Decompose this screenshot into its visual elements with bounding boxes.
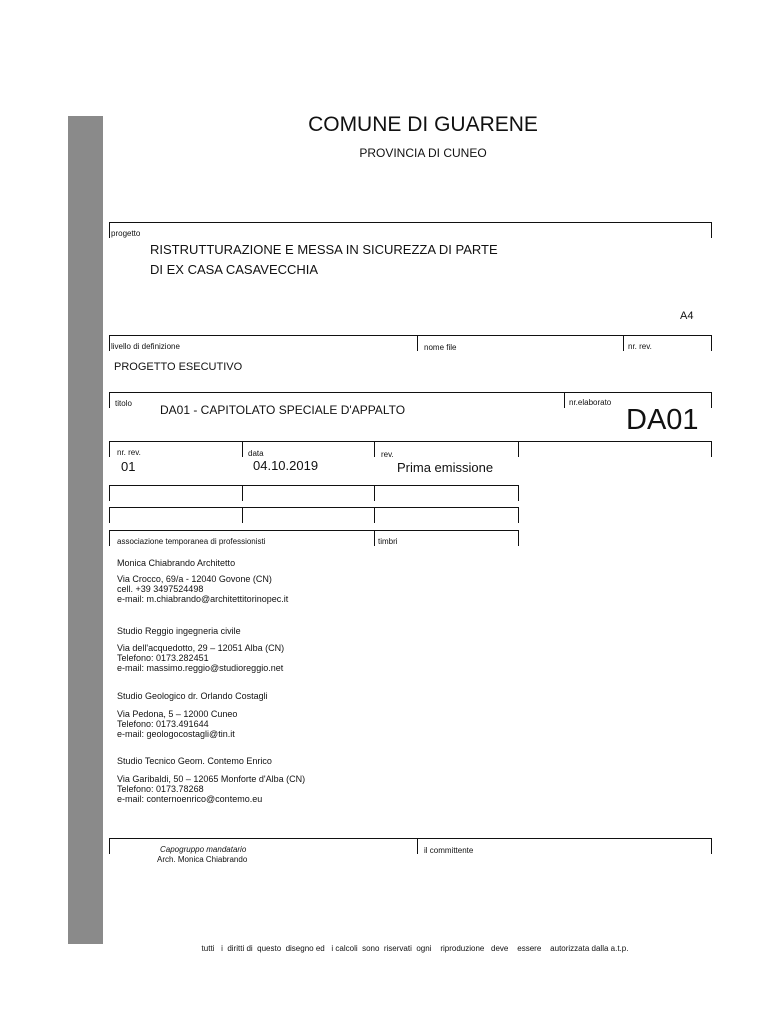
member-4 xyxy=(117,756,305,804)
client-label: il committente xyxy=(424,846,474,855)
member-name: Studio Geologico dr. Orlando Costagli xyxy=(117,691,268,701)
member-2 xyxy=(117,626,284,673)
member-address: Via Pedona, 5 – 12000 Cuneo xyxy=(117,709,238,719)
team-label: associazione temporanea di professionisti xyxy=(117,537,266,546)
member-1 xyxy=(117,558,288,604)
footer-notice: tutti i diritti di questo disegno ed i calcoli sono riservati ogni riproduzione deve essere autorizzata dalla a.t.p. xyxy=(201,944,629,953)
lead-name: Arch. Monica Chiabrando xyxy=(157,855,248,864)
project-title-line-1: RISTRUTTURAZIONE E MESSA IN SICUREZZA DI PARTE xyxy=(150,242,498,257)
member-address: Via Crocco, 69/a - 12040 Govone (CN) xyxy=(117,574,272,584)
format-label: A4 xyxy=(680,310,694,322)
titolo-value: DA01 - CAPITOLATO SPECIALE D'APPALTO xyxy=(160,403,406,417)
stamps-label: timbri xyxy=(378,537,398,546)
rev-desc-label: rev. xyxy=(381,450,394,459)
level-value: PROGETTO ESECUTIVO xyxy=(114,361,243,373)
level-label: livello di definizione xyxy=(111,342,180,351)
page-subtitle: PROVINCIA DI CUNEO xyxy=(359,146,487,160)
member-email: e-mail: conternoenrico@contemo.eu xyxy=(117,794,263,804)
member-phone: Telefono: 0173.282451 xyxy=(117,653,209,663)
member-phone: cell. +39 3497524498 xyxy=(117,584,204,594)
member-3 xyxy=(117,691,268,739)
rev-date-value: 04.10.2019 xyxy=(253,458,319,473)
member-email: e-mail: m.chiabrando@architettitorinopec.it xyxy=(117,594,289,604)
file-name-label: nome file xyxy=(424,343,457,352)
member-address: Via Garibaldi, 50 – 12065 Monforte d'Alba (CN) xyxy=(117,774,306,784)
side-bar xyxy=(68,116,103,944)
member-name: Studio Tecnico Geom. Contemo Enrico xyxy=(117,756,272,766)
member-email: e-mail: geologocostagli@tin.it xyxy=(117,729,235,739)
rev-nr-label: nr. rev. xyxy=(117,448,141,457)
rev-desc-value: Prima emissione xyxy=(397,460,494,475)
project-title-line-2: DI EX CASA CASAVECCHIA xyxy=(150,262,319,277)
elaborato-label: nr.elaborato xyxy=(569,398,612,407)
rev-nr-value: 01 xyxy=(121,459,136,474)
rev-date-label: data xyxy=(248,449,264,458)
member-phone: Telefono: 0173.491644 xyxy=(117,719,209,729)
member-email: e-mail: massimo.reggio@studioreggio.net xyxy=(117,663,284,673)
project-label: progetto xyxy=(111,229,141,238)
rev-number-label: nr. rev. xyxy=(628,342,652,351)
member-phone: Telefono: 0173.78268 xyxy=(117,784,204,794)
page-title: COMUNE DI GUARENE xyxy=(308,113,538,136)
member-address: Via dell'acquedotto, 29 – 12051 Alba (CN) xyxy=(117,643,285,653)
member-name: Studio Reggio ingegneria civile xyxy=(117,626,241,636)
lead-label: Capogruppo mandatario xyxy=(160,845,247,854)
elaborato-value: DA01 xyxy=(626,404,699,436)
member-name: Monica Chiabrando Architetto xyxy=(117,558,236,568)
titolo-label: titolo xyxy=(115,399,132,408)
